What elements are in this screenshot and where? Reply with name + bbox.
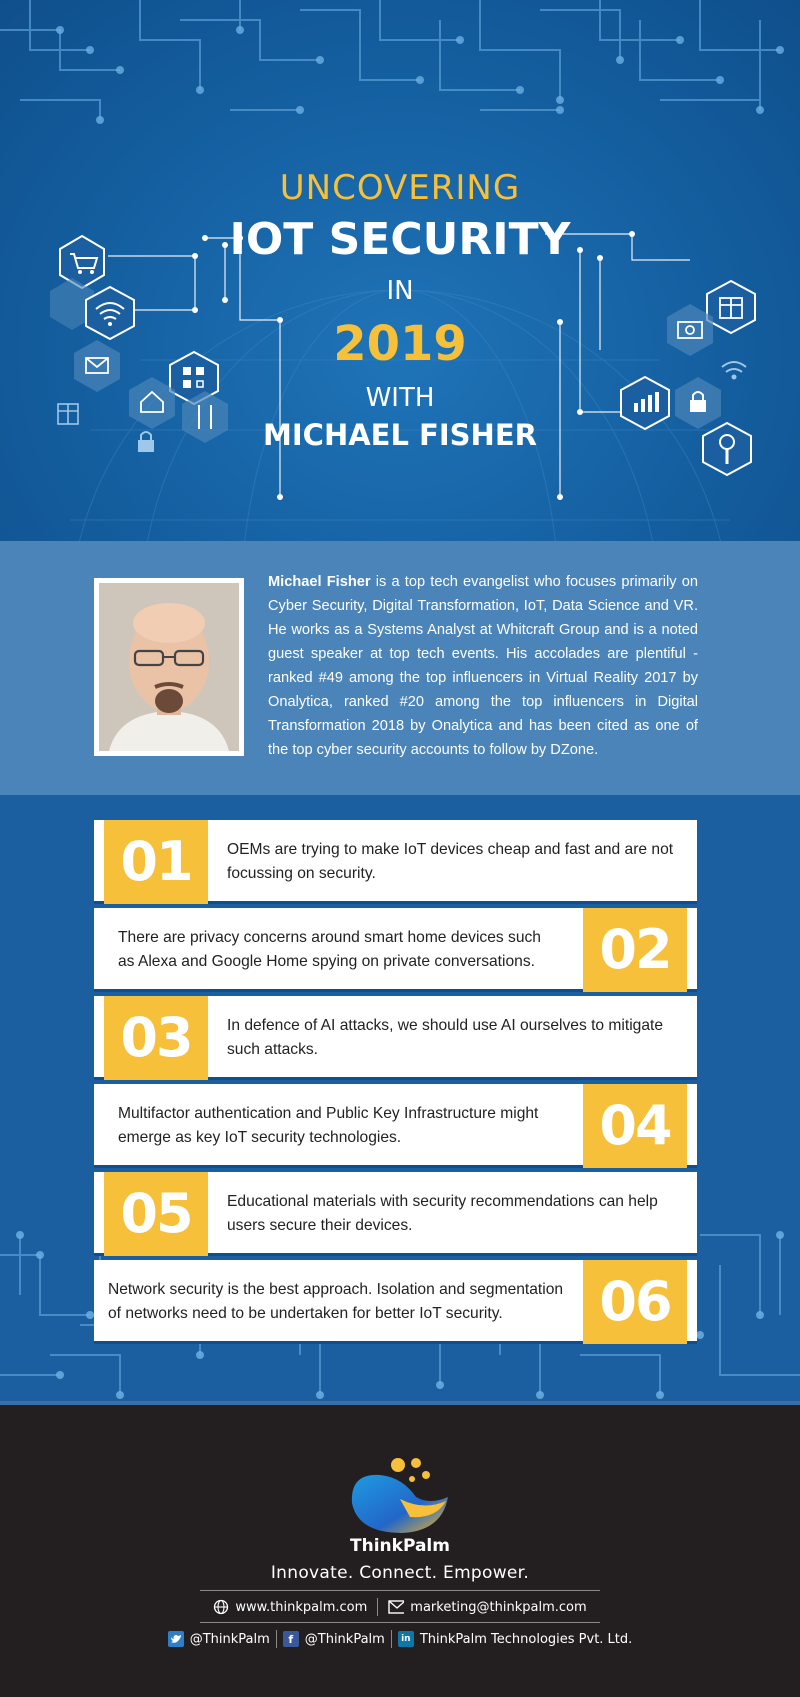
- hero-banner: [0, 0, 800, 541]
- footer-facebook-handle[interactable]: @ThinkPalm: [304, 1631, 385, 1647]
- footer-email-link[interactable]: marketing@thinkpalm.com: [410, 1599, 587, 1615]
- key-point-card-1: [94, 820, 697, 904]
- linkedin-icon: in: [398, 1631, 414, 1647]
- hero-line-in: IN: [386, 276, 414, 306]
- footer-social-row: [0, 1630, 800, 1648]
- footer-divider-top: [200, 1590, 600, 1591]
- speaker-bio-section: [0, 541, 800, 795]
- key-points-section: [0, 795, 800, 1401]
- footer-website-link[interactable]: www.thinkpalm.com: [235, 1599, 368, 1615]
- speaker-bio-name: Michael Fisher: [268, 574, 371, 590]
- footer-linkedin[interactable]: [392, 1631, 638, 1647]
- key-point-number: 05: [104, 1172, 208, 1256]
- key-point-card-6: [94, 1260, 697, 1344]
- speaker-portrait: [99, 583, 239, 751]
- key-point-card-2: [94, 908, 697, 992]
- key-point-text: Network security is the best approach. Isolation and segmentation of networks need to be undertaken for better IoT security.: [108, 1281, 564, 1322]
- key-point-number: 06: [583, 1260, 687, 1344]
- speaker-bio-text: [268, 570, 698, 762]
- footer-top-stripe: [0, 1401, 800, 1405]
- hero-speaker-name: MICHAEL FISHER: [263, 418, 537, 452]
- footer-linkedin-name[interactable]: ThinkPalm Technologies Pvt. Ltd.: [419, 1631, 633, 1647]
- thinkpalm-logo: [340, 1453, 460, 1543]
- footer-twitter-handle[interactable]: @ThinkPalm: [189, 1631, 270, 1647]
- key-point-text: There are privacy concerns around smart home devices such as Alexa and Google Home spying on private conversations.: [118, 929, 541, 970]
- circuit-background: [0, 0, 800, 541]
- footer: [0, 1401, 800, 1697]
- speaker-bio-body: is a top tech evangelist who focuses primarily on Cyber Security, Digital Transformation, IoT, Data Science and VR. He works as a Systems Analyst at Whitcraft Group and is a noted guest speaker at top tech events. His accolades are plentiful - ranked #49 among the top influencers in Virtual Reality 2017 by Onalytica, ranked #20 among the top influencers in Digital Transformation 2018 by Onalytica and has been cited as one of the top cyber security accounts to follow by DZone.: [268, 574, 698, 758]
- key-point-card-5: [94, 1172, 697, 1256]
- key-point-text: OEMs are trying to make IoT devices cheap and fast and are not focussing on security.: [227, 841, 674, 882]
- footer-brand-name: ThinkPalm: [350, 1536, 450, 1556]
- footer-tagline: Innovate. Connect. Empower.: [270, 1563, 530, 1583]
- key-point-number: 01: [104, 820, 208, 904]
- key-point-text: Educational materials with security recommendations can help users secure their devices.: [227, 1193, 658, 1234]
- footer-contact-row: [0, 1598, 800, 1616]
- globe-icon: [213, 1599, 229, 1615]
- footer-email[interactable]: [378, 1599, 596, 1615]
- hero-line-iot-security: IOT SECURITY: [229, 214, 571, 265]
- key-point-text: Multifactor authentication and Public Key Infrastructure might emerge as key IoT security technologies.: [118, 1105, 539, 1146]
- footer-facebook[interactable]: [277, 1631, 391, 1647]
- key-point-text: In defence of AI attacks, we should use AI ourselves to mitigate such attacks.: [227, 1017, 664, 1058]
- footer-twitter[interactable]: [162, 1631, 276, 1647]
- key-point-number: 02: [583, 908, 687, 992]
- key-point-card-4: [94, 1084, 697, 1168]
- mail-icon: [388, 1599, 404, 1615]
- key-point-number: 04: [583, 1084, 687, 1168]
- footer-divider-bottom: [200, 1622, 600, 1623]
- hero-year: 2019: [333, 316, 467, 372]
- speaker-photo: [94, 578, 244, 756]
- hero-line-uncovering: UNCOVERING: [279, 168, 521, 208]
- key-point-number: 03: [104, 996, 208, 1080]
- hero-line-with: WITH: [365, 383, 435, 413]
- footer-website[interactable]: [203, 1599, 377, 1615]
- twitter-icon: [168, 1631, 184, 1647]
- key-point-card-3: [94, 996, 697, 1080]
- facebook-icon: f: [283, 1631, 299, 1647]
